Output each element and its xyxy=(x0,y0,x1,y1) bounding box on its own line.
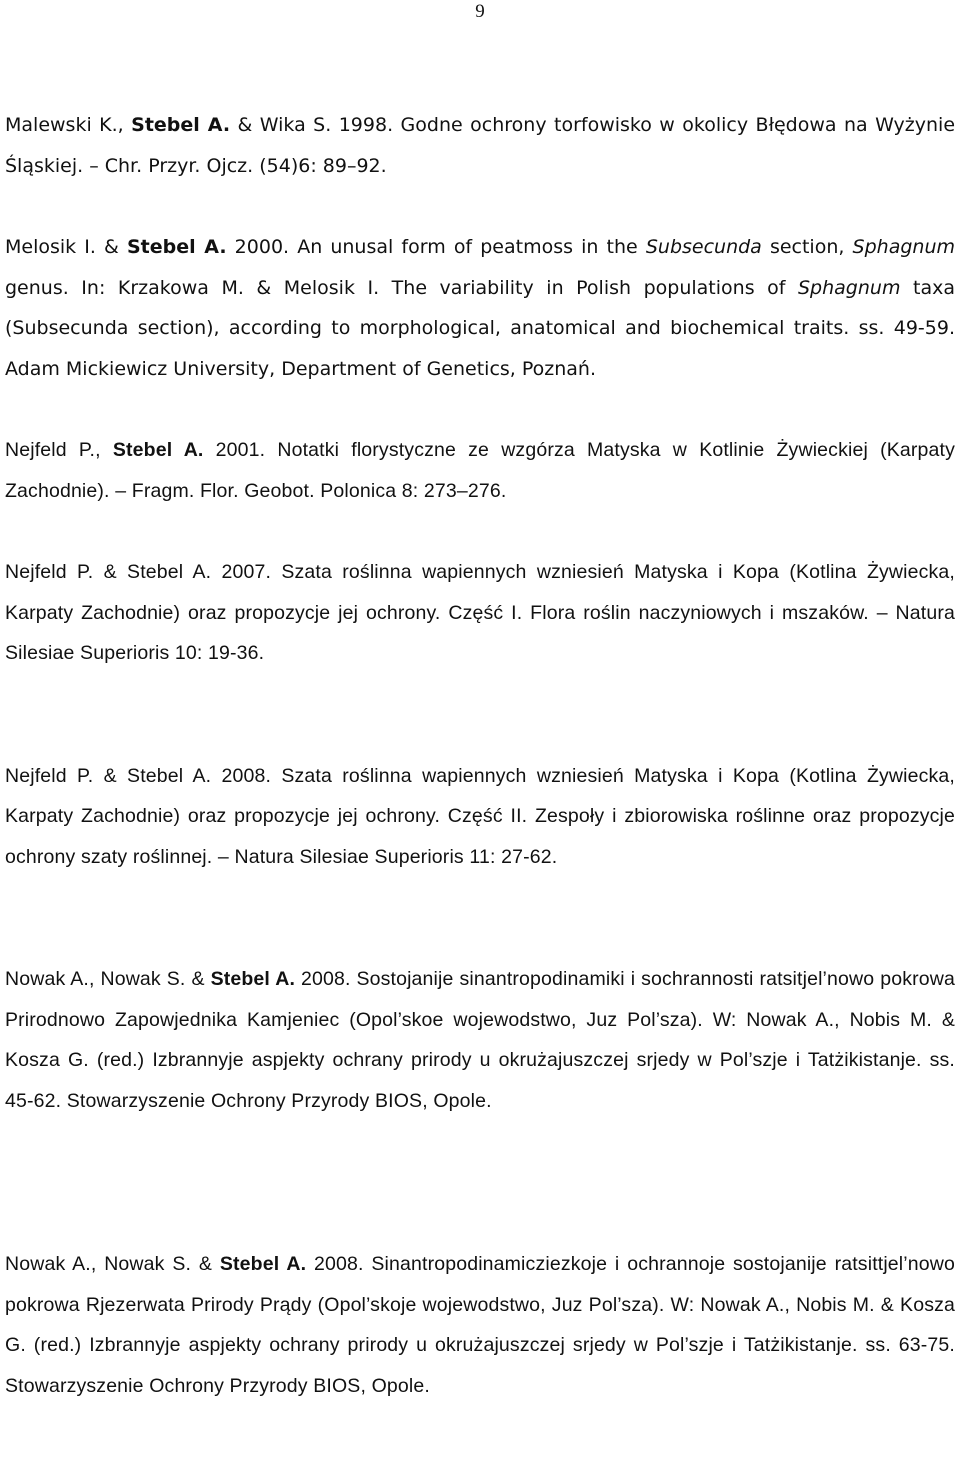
reference-year: 2008. xyxy=(306,1253,364,1275)
reference-text: Sostojanije sinantropodinamiki i sochrannosti ratsitjel’nowo pokrowa Prirodnowo Zapowjednika Kamjeniec (Opol’skoe wojewodstwo, Juz Pol’sza). W: Nowak A., Nobis M. & Kosza G. (red.) Izbrannyje aspjekty ochrany prirody u okrużajuszczej srjedy w Pol’szje i Tatżikistanje. ss. 45-62. Stowarzyszenie Ochrony Przyrody BIOS, Opole. xyxy=(5,968,955,1112)
reference-taxon-italic: Sphagnum xyxy=(852,236,955,258)
reference-taxon-italic: Sphagnum xyxy=(798,276,901,299)
reference-text: Notatki florystyczne ze wzgórza Matyska w Kotlinie Żywieckiej (Karpaty Zachodnie). – Fragm. Flor. Geobot. Polonica 8: 273–276. xyxy=(5,439,955,502)
reference-year: 2000. xyxy=(226,236,290,258)
reference-authors: Melosik I. & xyxy=(5,236,127,258)
reference-author-highlight: Stebel A. xyxy=(126,236,227,258)
reference-author-highlight: Stebel A. xyxy=(112,439,204,461)
reference-text: genus. In: Krzakowa M. & Melosik I. The variability in Polish populations of xyxy=(5,276,798,299)
reference-authors: Nejfeld P., xyxy=(5,439,113,461)
reference-text: An unusal form of peatmoss in the xyxy=(289,236,646,258)
reference-nowak-2008-prady xyxy=(5,1244,955,1406)
reference-authors: Nejfeld P. & Stebel A. 2008. xyxy=(5,764,272,787)
reference-text: Szata roślinna wapiennych wzniesień Matyska i Kopa (Kotlina Żywiecka, Karpaty Zachodnie) oraz propozycje jej ochrony. Część I. Flora roślin naczyniowych i mszaków. – Natura Silesiae Superioris 10: 19-36. xyxy=(5,561,955,664)
reference-list xyxy=(5,105,955,1406)
reference-text: Godne ochrony torfowisko w okolicy Błędowa na Wyżynie Śląskiej. – Chr. Przyr. Ojcz. (54)6: 89–92. xyxy=(5,114,956,177)
reference-text: Szata roślinna wapiennych wzniesień Matyska i Kopa (Kotlina Żywiecka, Karpaty Zachodnie) oraz propozycje jej ochrony. Część II. Zespoły i zbiorowiska roślinne oraz propozycje ochrony szaty roślinnej. – Natura Silesiae Superioris 11: 27-62. xyxy=(5,764,955,868)
reference-authors: Nowak A., Nowak S. & xyxy=(5,1253,220,1275)
reference-text: taxa (Subsecunda section), according to morphological, anatomical and biochemical traits. ss. 49-59. Adam Mickiewicz University, Department of Genetics, Poznań. xyxy=(5,276,955,380)
reference-taxon-italic: Subsecunda xyxy=(645,236,762,258)
reference-authors: Malewski K., xyxy=(5,114,132,136)
reference-author-highlight: Stebel A. xyxy=(219,1253,307,1275)
reference-malewski-1998 xyxy=(5,105,955,186)
reference-nowak-2008-kamjeniec xyxy=(5,959,955,1121)
reference-melosik-2000 xyxy=(5,227,955,389)
reference-year: 2001. xyxy=(203,439,266,461)
reference-authors: Nejfeld P. & Stebel A. 2007. xyxy=(5,561,272,583)
reference-text: Sinantropodinamicziezkoje i ochrannoje sostojanije ratsittjel’nowo pokrowa Rjezerwata Prirody Prądy (Opol’skoje wojewodstwo, Juz Pol’sza). W: Nowak A., Nobis M. & Kosza G. (red.) Izbrannyje aspjekty ochrany prirody u okrużajuszczej srjedy w Pol’szje i Tatżikistanje. ss. 63-75. Stowarzyszenie Ochrony Przyrody BIOS, Opole. xyxy=(5,1253,955,1397)
page-number: 9 xyxy=(475,1,485,22)
reference-nejfeld-2001 xyxy=(5,430,955,511)
reference-year: & Wika S. 1998. xyxy=(230,114,394,136)
reference-nejfeld-2007 xyxy=(5,552,955,674)
reference-author-highlight: Stebel A. xyxy=(131,114,231,136)
reference-year: 2008. xyxy=(295,968,351,990)
reference-authors: Nowak A., Nowak S. & xyxy=(5,968,211,990)
reference-nejfeld-2008 xyxy=(5,756,955,878)
reference-author-highlight: Stebel A. xyxy=(210,968,296,990)
reference-text: section, xyxy=(761,236,853,258)
